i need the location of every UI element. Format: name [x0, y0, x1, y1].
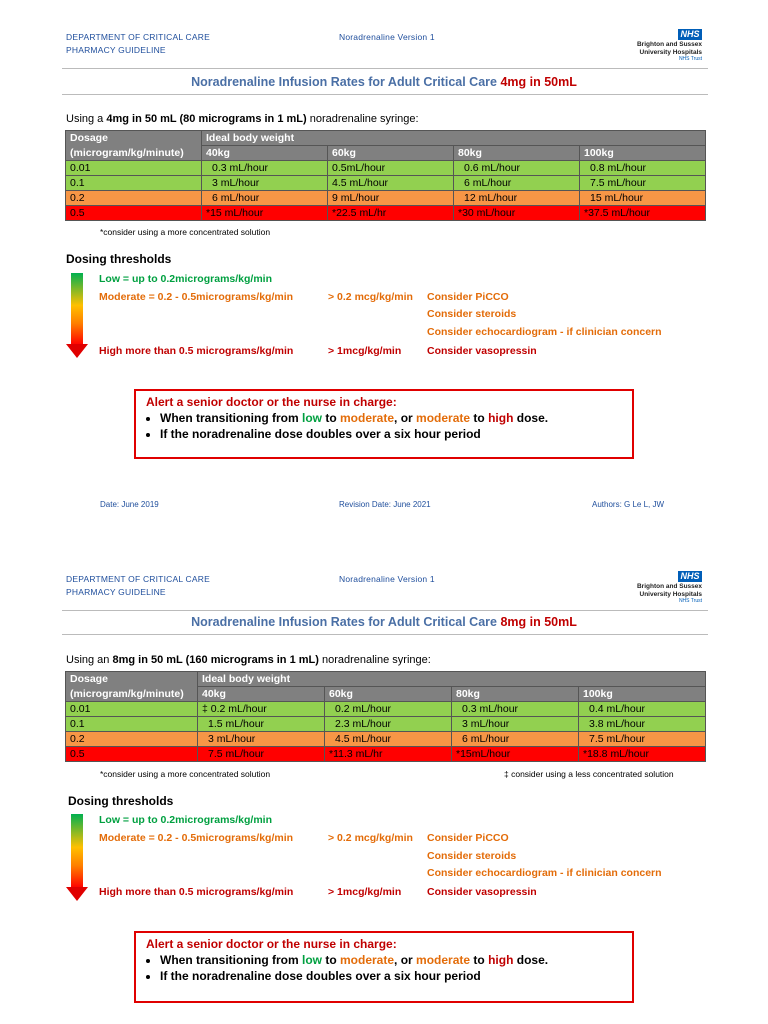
consider-echocardiogram: Consider echocardiogram - if clinician concern: [427, 867, 662, 879]
page-title: Noradrenaline Infusion Rates for Adult Critical Care 4mg in 50mL: [191, 75, 577, 89]
rate-cell: 0.2 mL/hour: [325, 702, 452, 717]
rate-cell: *37.5 mL/hour: [580, 206, 706, 221]
footer-date: Date: June 2019: [100, 500, 159, 509]
consider-vasopressin: Consider vasopressin: [427, 345, 537, 357]
rate-cell: *22.5 mL/hr: [328, 206, 454, 221]
down-arrow-icon: [66, 887, 88, 901]
alert-title: Alert a senior doctor or the nurse in charge:: [146, 937, 397, 951]
rate-cell: 0.4 mL/hour: [579, 702, 706, 717]
weight-header: 100kg: [579, 687, 706, 702]
moderate-threshold: Moderate = 0.2 - 0.5micrograms/kg/min: [99, 832, 294, 844]
dose-cell: 0.2: [66, 732, 198, 747]
syringe-intro: Using a 4mg in 50 mL (80 micrograms in 1 mL) noradrenaline syringe:: [66, 113, 419, 125]
weight-header: 60kg: [328, 146, 454, 161]
nhs-logo: NHS: [678, 571, 702, 582]
header-rule: [62, 610, 708, 611]
rate-cell: 12 mL/hour: [454, 191, 580, 206]
consider-echocardiogram: Consider echocardiogram - if clinician concern: [427, 326, 662, 338]
alert-bullet-doubling: • If the noradrenaline dose doubles over a six hour period: [160, 969, 622, 983]
alert-bullet-transition: • When transitioning from low to moderate, or moderate to high dose.: [160, 411, 622, 425]
rate-cell: ‡ 0.2 mL/hour: [198, 702, 325, 717]
dose-cell: 0.01: [66, 161, 202, 176]
rate-cell: 15 mL/hour: [580, 191, 706, 206]
rate-cell: 3 mL/hour: [452, 717, 579, 732]
weight-header: 100kg: [580, 146, 706, 161]
rate-cell: 6 mL/hour: [452, 732, 579, 747]
threshold-gradient-bar: [71, 814, 83, 888]
alert-title: Alert a senior doctor or the nurse in charge:: [146, 395, 397, 409]
pharmacy-guideline-label: PHARMACY GUIDELINE: [66, 587, 166, 597]
footer-revision-date: Revision Date: June 2021: [339, 500, 431, 509]
dosage-unit-header: (microgram/kg/minute): [66, 146, 202, 161]
trust-name: Brighton and Sussex University Hospitals NHS Trust: [636, 41, 702, 62]
rate-cell: 0.3 mL/hour: [452, 702, 579, 717]
dosing-thresholds-heading: Dosing thresholds: [68, 794, 174, 808]
infusion-rate-table: [65, 671, 706, 762]
dosing-thresholds-heading: Dosing thresholds: [66, 252, 172, 266]
alert-box: [134, 389, 634, 459]
table-row: [66, 717, 706, 732]
table-row: [66, 747, 706, 762]
infusion-rate-table: [65, 130, 706, 221]
rate-cell: 9 mL/hour: [328, 191, 454, 206]
rate-cell: 3.8 mL/hour: [579, 717, 706, 732]
title-rule: [62, 94, 708, 95]
rate-cell: 4.5 mL/hour: [325, 732, 452, 747]
table-row: [66, 161, 706, 176]
weight-header: 40kg: [198, 687, 325, 702]
department-label: DEPARTMENT OF CRITICAL CARE: [66, 574, 210, 584]
page-title: Noradrenaline Infusion Rates for Adult Critical Care 8mg in 50mL: [191, 615, 577, 629]
high-gt-value: > 1mcg/kg/min: [328, 886, 402, 898]
concentrated-solution-note: *consider using a more concentrated solution: [100, 769, 271, 779]
alert-bullet-doubling: • If the noradrenaline dose doubles over a six hour period: [160, 427, 622, 441]
dose-cell: 0.2: [66, 191, 202, 206]
rate-cell: 1.5 mL/hour: [198, 717, 325, 732]
rate-cell: 7.5 mL/hour: [580, 176, 706, 191]
consider-steroids: Consider steroids: [427, 308, 517, 320]
dosage-header: Dosage: [66, 131, 202, 146]
table-row: [66, 702, 706, 717]
dosage-header: Dosage: [66, 672, 198, 687]
table-row: [66, 176, 706, 191]
dose-cell: 0.5: [66, 206, 202, 221]
high-threshold: High more than 0.5 micrograms/kg/min: [99, 345, 294, 357]
trust-name: Brighton and Sussex University Hospitals NHS Trust: [636, 583, 702, 604]
dose-cell: 0.5: [66, 747, 198, 762]
weight-header: 40kg: [202, 146, 328, 161]
alert-bullet-transition: • When transitioning from low to moderate, or moderate to high dose.: [160, 953, 622, 967]
dose-cell: 0.01: [66, 702, 198, 717]
department-label: DEPARTMENT OF CRITICAL CARE: [66, 32, 210, 42]
low-threshold: Low = up to 0.2micrograms/kg/min: [99, 814, 272, 826]
rate-cell: 6 mL/hour: [202, 191, 328, 206]
less-concentrated-solution-note: ‡ consider using a less concentrated solution: [504, 769, 674, 779]
moderate-gt-value: > 0.2 mcg/kg/min: [328, 832, 413, 844]
alert-box: [134, 931, 634, 1003]
syringe-intro: Using an 8mg in 50 mL (160 micrograms in 1 mL) noradrenaline syringe:: [66, 654, 431, 666]
title-rule: [62, 634, 708, 635]
rate-cell: 2.3 mL/hour: [325, 717, 452, 732]
dose-cell: 0.1: [66, 717, 198, 732]
threshold-gradient-bar: [71, 273, 83, 345]
consider-picco: Consider PiCCO: [427, 832, 509, 844]
rate-cell: 3 mL/hour: [202, 176, 328, 191]
weight-header: 80kg: [454, 146, 580, 161]
rate-cell: *18.8 mL/hour: [579, 747, 706, 762]
version-label: Noradrenaline Version 1: [339, 574, 435, 584]
rate-cell: 3 mL/hour: [198, 732, 325, 747]
rate-cell: *15 mL/hour: [202, 206, 328, 221]
consider-picco: Consider PiCCO: [427, 291, 509, 303]
high-threshold: High more than 0.5 micrograms/kg/min: [99, 886, 294, 898]
table-row: [66, 206, 706, 221]
consider-steroids: Consider steroids: [427, 850, 517, 862]
ideal-body-weight-header: Ideal body weight: [202, 131, 706, 146]
header-rule: [62, 68, 708, 69]
weight-header: 80kg: [452, 687, 579, 702]
rate-cell: 7.5 mL/hour: [198, 747, 325, 762]
table-row: [66, 732, 706, 747]
rate-cell: 6 mL/hour: [454, 176, 580, 191]
weight-header: 60kg: [325, 687, 452, 702]
rate-cell: 0.3 mL/hour: [202, 161, 328, 176]
low-threshold: Low = up to 0.2micrograms/kg/min: [99, 273, 272, 285]
rate-cell: 7.5 mL/hour: [579, 732, 706, 747]
rate-cell: *30 mL/hour: [454, 206, 580, 221]
ideal-body-weight-header: Ideal body weight: [198, 672, 706, 687]
rate-cell: 0.6 mL/hour: [454, 161, 580, 176]
version-label: Noradrenaline Version 1: [339, 32, 435, 42]
moderate-gt-value: > 0.2 mcg/kg/min: [328, 291, 413, 303]
concentrated-solution-note: *consider using a more concentrated solution: [100, 227, 271, 237]
high-gt-value: > 1mcg/kg/min: [328, 345, 402, 357]
dosage-unit-header: (microgram/kg/minute): [66, 687, 198, 702]
rate-cell: *15mL/hour: [452, 747, 579, 762]
pharmacy-guideline-label: PHARMACY GUIDELINE: [66, 45, 166, 55]
table-row: [66, 191, 706, 206]
dose-cell: 0.1: [66, 176, 202, 191]
rate-cell: *11.3 mL/hr: [325, 747, 452, 762]
down-arrow-icon: [66, 344, 88, 358]
rate-cell: 0.5mL/hour: [328, 161, 454, 176]
consider-vasopressin: Consider vasopressin: [427, 886, 537, 898]
nhs-logo: NHS: [678, 29, 702, 40]
rate-cell: 0.8 mL/hour: [580, 161, 706, 176]
footer-authors: Authors: G Le L, JW: [592, 500, 665, 509]
rate-cell: 4.5 mL/hour: [328, 176, 454, 191]
moderate-threshold: Moderate = 0.2 - 0.5micrograms/kg/min: [99, 291, 294, 303]
